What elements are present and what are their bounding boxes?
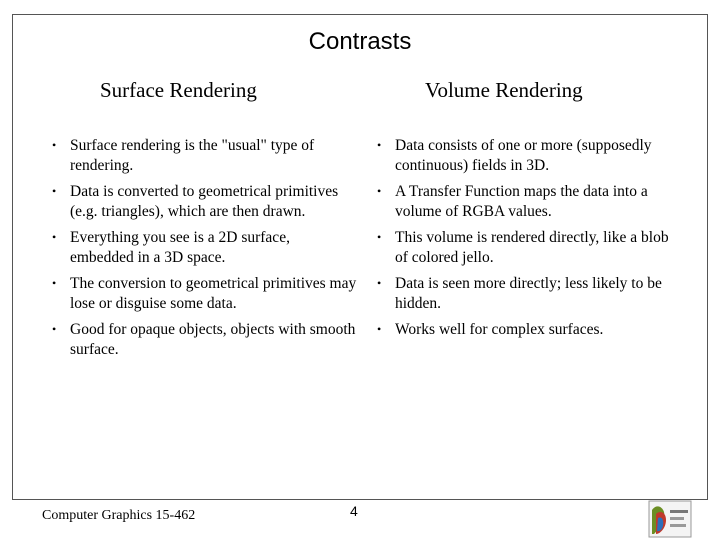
bullet-item: • Data is seen more directly; less likely to be hidden. bbox=[377, 274, 677, 313]
bullet-item: • Data is converted to geometrical primitives (e.g. triangles), which are then drawn. bbox=[52, 182, 357, 221]
bullet-item: • Everything you see is a 2D surface, embedded in a 3D space. bbox=[52, 228, 357, 267]
bullet-item: • Surface rendering is the "usual" type of rendering. bbox=[52, 136, 357, 175]
bullet-item: • A Transfer Function maps the data into a volume of RGBA values. bbox=[377, 182, 677, 221]
bullet-item: • Data consists of one or more (supposedly continuous) fields in 3D. bbox=[377, 136, 677, 175]
left-column-heading: Surface Rendering bbox=[100, 78, 257, 102]
bullet-item: • Good for opaque objects, objects with smooth surface. bbox=[52, 320, 357, 359]
left-bullet-list bbox=[52, 136, 357, 366]
footer-course-label: Computer Graphics 15-462 bbox=[42, 508, 196, 523]
bullet-item: • This volume is rendered directly, like a blob of colored jello. bbox=[377, 228, 677, 267]
page-number: 4 bbox=[350, 503, 358, 519]
slide-title: Contrasts bbox=[308, 28, 412, 55]
course-logo-icon bbox=[648, 500, 692, 538]
bullet-item: • Works well for complex surfaces. bbox=[377, 320, 677, 340]
right-column-heading: Volume Rendering bbox=[425, 78, 583, 102]
bullet-item: • The conversion to geometrical primitives may lose or disguise some data. bbox=[52, 274, 357, 313]
right-bullet-list bbox=[377, 136, 677, 347]
